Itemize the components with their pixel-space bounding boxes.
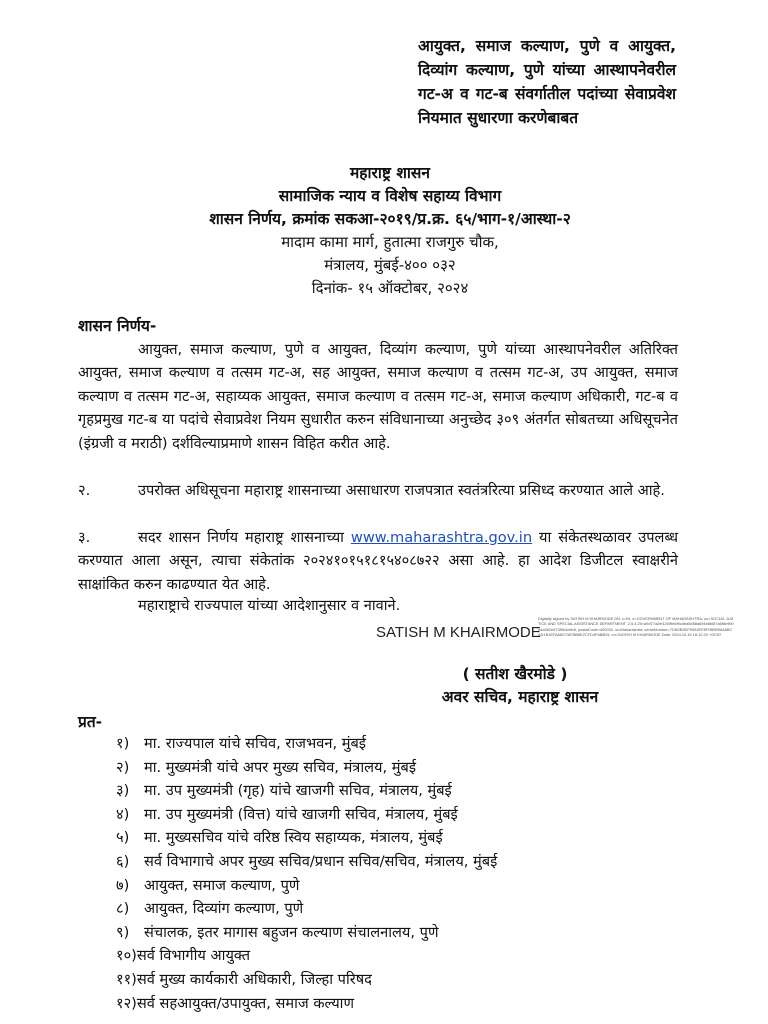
list-item-number: ४) — [116, 805, 130, 823]
list-item-text: आयुक्त, समाज कल्याण, पुणे — [144, 876, 300, 894]
copy-to-list — [116, 732, 676, 1015]
list-item-number: १०) — [116, 947, 137, 965]
digital-signature-name: SATISH M KHAIRMODE — [376, 624, 541, 641]
list-item-number: ९) — [116, 923, 130, 941]
list-item-text: संचालक, इतर मागास बहुजन कल्याण संचालनालय, पुणे — [144, 923, 439, 941]
list-item-number: ७) — [116, 876, 130, 894]
paragraph-2-number: २. — [78, 482, 91, 499]
paragraph-1 — [78, 338, 678, 455]
decision-date: दिनांक- १५ ऑक्टोबर, २०२४ — [311, 279, 469, 297]
department-name: सामाजिक न्याय व विशेष सहाय्य विभाग — [278, 187, 502, 205]
list-item — [116, 756, 676, 780]
list-item-text: मा. राज्यपाल यांचे सचिव, राजभवन, मुंबई — [144, 735, 366, 752]
paragraph-2-text: उपरोक्त अधिसूचना महाराष्ट्र शासनाच्या असाधारण राजपत्रात स्वतंत्ररित्या प्रसिध्द करण्यात आले आहे. — [138, 482, 665, 499]
list-item-text: मा. उप मुख्यमंत्री (गृह) यांचे खाजगी सचिव, मंत्रालय, मुंबई — [144, 782, 452, 800]
subject-heading: आयुक्त, समाज कल्याण, पुणे व आयुक्त, दिव्यांग कल्याण, पुणे यांच्या आस्थापनेवरील गट-अ व गट-ब संवर्गातील पदांच्या सेवाप्रवेश नियमात सुधारणा करणेबाबत — [418, 37, 676, 127]
list-item-text: मा. मुख्यसचिव यांचे वरिष्ठ स्विय सहाय्यक, मंत्रालय, मुंबई — [144, 829, 443, 847]
list-item — [116, 826, 676, 850]
website-link[interactable]: www.maharashtra.gov.in — [350, 529, 533, 546]
signatory-designation: अवर सचिव, महाराष्ट्र शासन — [441, 688, 599, 706]
list-item — [116, 803, 676, 827]
paragraph-3-text-after: या संकेतस्थळावर उपलब्ध करण्यात आला असून, त्याचा संकेतांक २०२४१०१५१८१५४०८७२२ असा आहे. हा आदेश डिजीटल स्वाक्षरीने साक्षांकित करुन काढण्यात येत आहे. — [78, 529, 678, 593]
list-item-text: मा. उप मुख्यमंत्री (वित्त) यांचे खाजगी सचिव, मंत्रालय, मुंबई — [144, 805, 458, 823]
list-item — [116, 968, 676, 992]
address-line-1: मादाम कामा मार्ग, हुतात्मा राजगुरु चौक, — [281, 233, 499, 251]
list-item-number: ८) — [116, 900, 130, 918]
list-item — [116, 897, 676, 921]
decision-number: शासन निर्णय, क्रमांक सकआ-२०१९/प्र.क्र. ६५/भाग-१/आस्था-२ — [209, 210, 571, 228]
list-item — [116, 850, 676, 874]
decision-title: शासन निर्णय- — [78, 317, 157, 335]
list-item — [116, 874, 676, 898]
list-item-number: २) — [116, 758, 130, 776]
list-item-text: सर्व विभागाचे अपर मुख्य सचिव/प्रधान सचिव/सचिव, मंत्रालय, मुंबई — [144, 852, 498, 870]
list-item-number: ५) — [116, 829, 130, 847]
letterhead — [150, 162, 630, 300]
list-item — [116, 992, 676, 1016]
list-item-text: सर्व विभागीय आयुक्त — [136, 947, 251, 965]
list-item — [116, 944, 676, 968]
paragraph-2 — [78, 479, 678, 502]
list-item-text: आयुक्त, दिव्यांग कल्याण, पुणे — [144, 900, 304, 918]
closing-line: महाराष्ट्राचे राज्यपाल यांच्या आदेशानुसार व नावाने. — [138, 597, 401, 614]
signatory-name: ( सतीश खैरमोडे ) — [462, 665, 568, 683]
copy-to-title: प्रत- — [78, 713, 103, 731]
list-item — [116, 921, 676, 945]
list-item — [116, 732, 676, 756]
list-item-text: सर्व मुख्य कार्यकारी अधिकारी, जिल्हा परिषद — [136, 970, 372, 988]
list-item-number: ११) — [116, 970, 137, 988]
list-item-number: १२) — [116, 994, 137, 1012]
paragraph-3-text-before: सदर शासन निर्णय महाराष्ट्र शासनाच्या — [138, 529, 351, 546]
paragraph-3-number: ३. — [78, 529, 91, 546]
paragraph-1-text: आयुक्त, समाज कल्याण, पुणे व आयुक्त, दिव्यांग कल्याण, पुणे यांच्या आस्थापनेवरील अतिरिक्त आयुक्त, समाज कल्याण व तत्सम गट-अ, सह आयुक्त, समाज कल्याण व तत्सम गट-अ, उप आयुक्त, समाज कल्याण व तत्सम गट-अ, सहाय्यक आयुक्त, समाज कल्याण व तत्सम गट-अ, समाज कल्याण अधिकारी, गट-ब व गृहप्रमुख गट-ब या पदांचे सेवाप्रवेश नियम सुधारीत करुन संविधानाच्या अनुच्छेद ३०९ अंतर्गत सोबतच्या अधिसूचनेत (इंग्रजी व मराठी) दर्शविल्याप्रमाणे शासन विहित करीत आहे. — [78, 341, 678, 452]
list-item-text: सर्व सहआयुक्त/उपायुक्त, समाज कल्याण — [136, 994, 355, 1012]
list-item-number: १) — [116, 735, 130, 752]
list-item-number: ३) — [116, 782, 130, 800]
list-item-number: ६) — [116, 852, 130, 870]
government-name: महाराष्ट्र शासन — [350, 164, 430, 182]
paragraph-3 — [78, 526, 678, 596]
list-item — [116, 779, 676, 803]
address-line-2: मंत्रालय, मुंबई-४०० ०३२ — [324, 256, 456, 274]
digital-signature-certificate: Digitally signed by SATISH M KHAIRMODE DN: c=IN, o=GOVERNMENT OF MAHARASHTRA, ou=SOCIAL JUSTICE AND SPECIAL ASSISTANCE DEPARTMENT, 2.5.4.20=a9d77a2ef1209fe6f9cdba5d58a694e8b8f7a6f6e9b05da982e0735fe4e6e6, postalCode=400032, st=Maharashtra, serialNumber=7D6DB3DF93A5FE5F0B9B96A6BCAD1B1EFA6627087BB6E2CFD4F6B8D5, cn=SATISH M KHAIRMODE Date: 2024.10.15 18:12:29 +05'30' — [538, 616, 734, 638]
list-item-text: मा. मुख्यमंत्री यांचे अपर मुख्य सचिव, मंत्रालय, मुंबई — [144, 758, 417, 776]
